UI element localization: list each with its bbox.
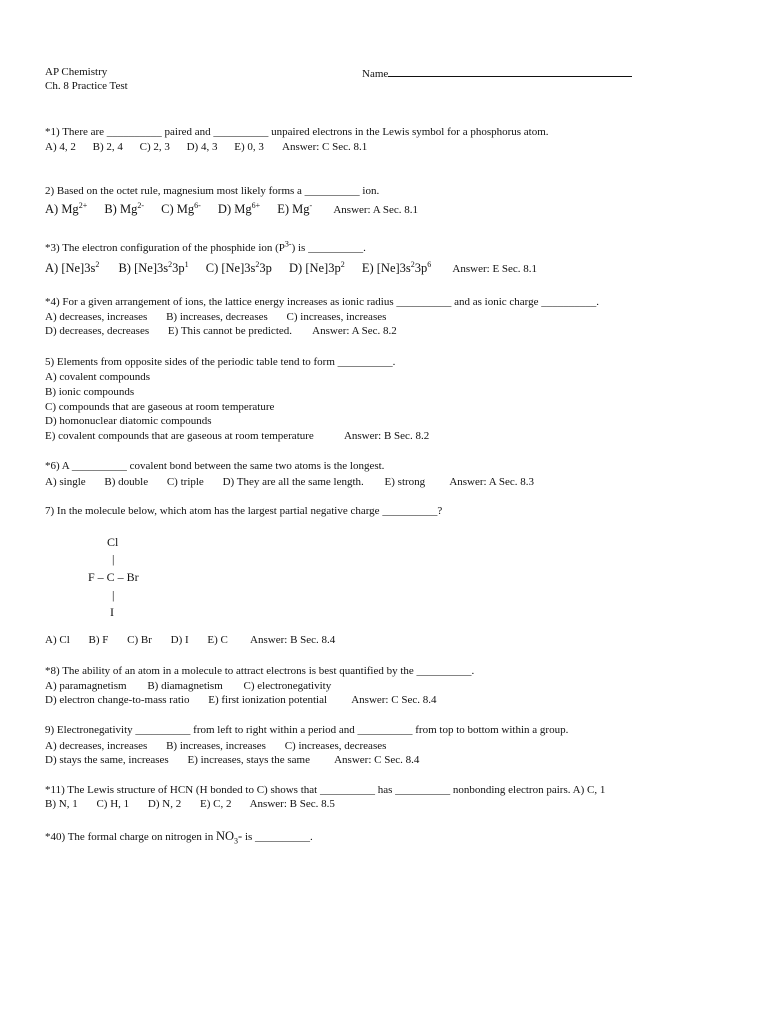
q7-structure-i: I — [110, 605, 114, 619]
q8-choice-d: D) electron change-to-mass ratio — [45, 694, 190, 706]
q9-choice-e: E) increases, stays the same — [187, 754, 310, 766]
q6-choice-e: E) strong — [384, 476, 426, 488]
q2-question: 2) Based on the octet rule, magnesium most likely forms a __________ ion. — [45, 185, 380, 197]
q1-answer: Answer: C Sec. 8.1 — [282, 141, 368, 153]
q5-answer: Answer: B Sec. 8.2 — [343, 430, 430, 442]
q1-choice-b: B) 2, 4 — [92, 141, 123, 153]
q5-choice-a: A) covalent compounds — [45, 371, 151, 383]
q5-choice-b: B) ionic compounds — [45, 386, 135, 398]
q2-choice-a: A) $Mg^{2+}$ — [45, 200, 88, 216]
q8-line2 — [45, 680, 331, 693]
q2-answer: Answer: A Sec. 8.1 — [333, 204, 418, 216]
q4-answer: Answer: A Sec. 8.2 — [312, 325, 397, 337]
q11-line2 — [45, 798, 335, 811]
q7-question: 7) In the molecule below, which atom has the largest partial negative charge __________? — [45, 505, 443, 517]
q3-choice-c: C) $[Ne]3s^23p$ — [205, 259, 272, 275]
q3-answer: Answer: E Sec. 8.1 — [452, 263, 538, 275]
q9-answer: Answer: C Sec. 8.4 — [334, 754, 420, 766]
q9-line3 — [45, 754, 419, 767]
q5-line-e — [45, 430, 429, 443]
q6-choice-c: C) triple — [166, 476, 204, 488]
q4-line2 — [45, 311, 386, 324]
q6-answer: Answer: A Sec. 8.3 — [449, 476, 534, 488]
q3-choice-d: D) $[Ne]3p^2$ — [289, 259, 345, 275]
q2-choice-e: E) Mg- — [277, 200, 313, 216]
q5-choice-d: D) homonuclear diatomic compounds — [45, 415, 212, 427]
q11-choice-b: B) N, 1 — [45, 798, 78, 810]
q11-answer: Answer: B Sec. 8.5 — [249, 798, 335, 810]
q4-question: *4) For a given arrangement of ions, the lattice energy increases as ionic radius __________ and as ionic charge __________. — [45, 296, 600, 308]
q8-answer: Answer: C Sec. 8.4 — [351, 694, 437, 706]
q1-choice-e: E) 0, 3 — [234, 141, 264, 153]
nitrate-formula: $NO_3-$ — [215, 829, 243, 846]
q11-choice-e: E) C, 2 — [199, 798, 232, 810]
q5-choice-e: E) covalent compounds that are gaseous at room temperature — [45, 430, 314, 442]
q2-choice-d: D) $Mg^{6+}$ — [217, 200, 261, 216]
q8-choice-a: A) paramagnetism — [45, 680, 127, 692]
q9-choice-c: C) increases, decreases — [284, 740, 387, 752]
q3-choice-b: B) $[Ne]3s^23p^1$ — [118, 259, 189, 275]
q7-choice-b: B) F — [88, 634, 109, 646]
q7-choice-a: A) Cl — [45, 634, 70, 646]
q8-choice-e: E) first ionization potential — [208, 694, 328, 706]
q7-answer: Answer: B Sec. 8.4 — [250, 634, 336, 646]
name-label: Name — [362, 68, 389, 80]
q3-choice-a: A) $[Ne]3s^2$ — [45, 259, 100, 275]
q4-choice-b: B) increases, decreases — [166, 311, 268, 323]
q1-choices — [45, 141, 367, 154]
q2-choice-c: C) $Mg^{6-}$ — [161, 200, 201, 216]
q4-choice-e: E) This cannot be predicted. — [167, 325, 293, 337]
q7-structure-bond-bottom: | — [112, 588, 115, 602]
q1-choice-d: D) 4, 3 — [186, 141, 218, 153]
q1-choice-c: C) 2, 3 — [139, 141, 170, 153]
q11-choice-c: C) H, 1 — [96, 798, 130, 810]
q3-choice-e: E) $[Ne]3s^23p^6$ — [361, 259, 432, 275]
q6-choices — [45, 476, 534, 489]
q5-choice-c: C) compounds that are gaseous at room temperature — [45, 401, 275, 413]
q11-question: *11) The Lewis structure of HCN (H bonded to C) shows that __________ has __________ nonbonding electron pairs. A) C, 1 — [45, 784, 606, 796]
q7-choice-d: D) I — [170, 634, 189, 646]
q3-choices — [45, 259, 538, 276]
q4-choice-d: D) decreases, decreases — [45, 325, 150, 337]
q9-line2 — [45, 740, 386, 753]
q7-structure-bond-top: | — [112, 552, 115, 566]
q40-question: *40) The formal charge on nitrogen in $NO_3-$ is __________. — [45, 829, 313, 846]
q1-question: *1) There are __________ paired and __________ unpaired electrons in the Lewis symbol for a phosphorus atom. — [45, 126, 549, 138]
q3-question: *3) The electron configuration of the phosphide ion $(P^{3-})$ is __________. — [45, 239, 366, 254]
q11-choice-d: D) N, 2 — [147, 798, 182, 810]
q9-choice-a: A) decreases, increases — [45, 740, 148, 752]
q4-choice-a: A) decreases, increases — [45, 311, 148, 323]
q4-line3 — [45, 325, 397, 338]
q2-choice-b: B) $Mg^{2-}$ — [104, 200, 144, 216]
q8-line3 — [45, 694, 436, 707]
course-title: AP Chemistry — [45, 66, 108, 78]
q9-question: 9) Electronegativity __________ from left to right within a period and __________ from top to bottom within a group. — [45, 724, 569, 736]
q7-choice-e: E) C — [207, 634, 228, 646]
q2-choices — [45, 200, 418, 217]
q1-choice-a: A) 4, 2 — [45, 141, 76, 153]
q7-choice-c: C) Br — [127, 634, 152, 646]
name-blank — [388, 66, 632, 77]
q9-choice-d: D) stays the same, increases — [45, 754, 169, 766]
q6-choice-a: A) single — [45, 476, 86, 488]
q8-question: *8) The ability of an atom in a molecule to attract electrons is best quantified by the __________. — [45, 665, 475, 677]
q7-structure-main: F – C – Br — [88, 570, 139, 584]
q7-choices — [45, 634, 335, 647]
q7-structure-cl: Cl — [107, 535, 119, 549]
test-title: Ch. 8 Practice Test — [45, 80, 128, 92]
q5-question: 5) Elements from opposite sides of the periodic table tend to form __________. — [45, 356, 396, 368]
q9-choice-b: B) increases, increases — [166, 740, 266, 752]
q4-choice-c: C) increases, increases — [286, 311, 387, 323]
q6-question: *6) A __________ covalent bond between the same two atoms is the longest. — [45, 460, 385, 472]
name-field — [362, 66, 632, 81]
q6-choice-b: B) double — [104, 476, 149, 488]
q6-choice-d: D) They are all the same length. — [222, 476, 364, 488]
q8-choice-b: B) diamagnetism — [147, 680, 223, 692]
q8-choice-c: C) electronegativity — [243, 680, 332, 692]
